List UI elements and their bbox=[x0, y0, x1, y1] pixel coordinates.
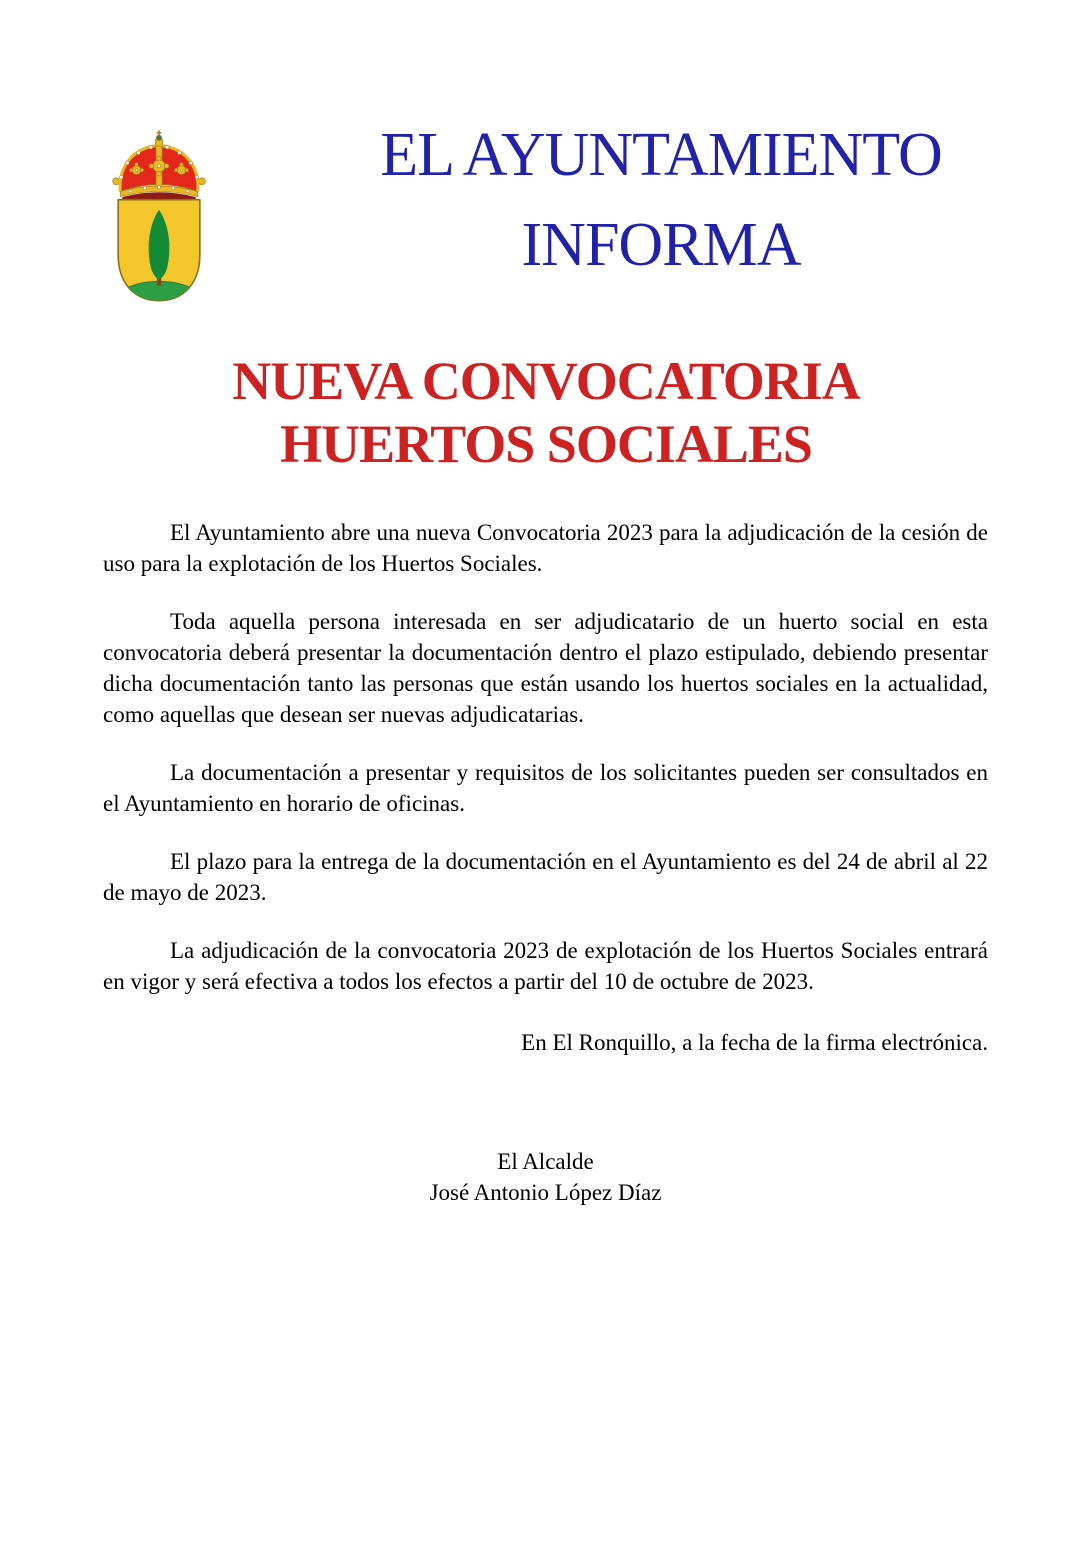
signature-block bbox=[103, 1146, 988, 1208]
place-date-line: En El Ronquillo, a la fecha de la firma electrónica. bbox=[521, 1030, 988, 1055]
paragraph-2: Toda aquella persona interesada en ser adjudicatario de un huerto social en esta convocatoria deberá presentar la documentación dentro el plazo estipulado, debiendo presentar dicha documentación tanto las personas que están usando los huertos sociales en la actualidad, como aquellas que desean ser nuevas adjudicatarias. bbox=[103, 609, 988, 727]
paragraph-4: El plazo para la entrega de la documentación en el Ayuntamiento es del 24 de abril al 22 de mayo de 2023. bbox=[103, 849, 988, 905]
paragraph-1: El Ayuntamiento abre una nueva Convocatoria 2023 para la adjudicación de la cesión de uso para la explotación de los Huertos Sociales. bbox=[103, 520, 988, 576]
signature-role: El Alcalde bbox=[497, 1149, 594, 1174]
crown-curl-right bbox=[198, 178, 205, 185]
document-body bbox=[103, 517, 988, 1208]
paragraph-5: La adjudicación de la convocatoria 2023 de explotación de los Huertos Sociales entrará en vigor y será efectiva a todos los efectos a partir del 10 de octubre de 2023. bbox=[103, 938, 988, 994]
page-title bbox=[230, 110, 1092, 290]
crown-curl-left bbox=[113, 178, 120, 185]
heading-line-2: HUERTOS SOCIALES bbox=[280, 414, 812, 474]
title-line-1: EL AYUNTAMIENTO bbox=[380, 121, 942, 189]
coat-of-arms-icon bbox=[110, 129, 208, 303]
heading-line-1: NUEVA CONVOCATORIA bbox=[232, 351, 860, 411]
title-line-2: INFORMA bbox=[521, 211, 801, 279]
paragraph-3: La documentación a presentar y requisitos de los solicitantes pueden ser consultados en el Ayuntamiento en horario de oficinas. bbox=[103, 760, 988, 816]
signature-name: José Antonio López Díaz bbox=[429, 1180, 662, 1205]
crown-orb bbox=[156, 135, 161, 140]
announcement-heading bbox=[0, 350, 1092, 476]
crown-cross bbox=[157, 130, 162, 135]
